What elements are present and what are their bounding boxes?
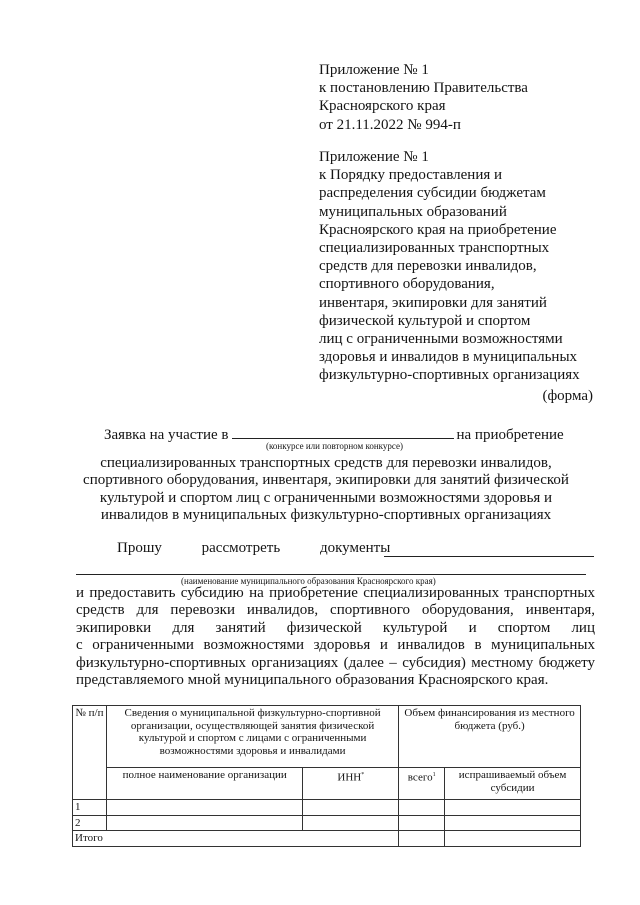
title-suffix: на приобретение <box>456 427 564 443</box>
inn-cell[interactable] <box>303 800 399 816</box>
row-number: 1 <box>73 800 107 816</box>
contest-blank-field[interactable] <box>232 424 454 439</box>
paragraph-line: физкультурно-спортивных организациях (далее – субсидия) местному бюджету <box>76 654 595 671</box>
header-line: к постановлению Правительства <box>319 80 528 97</box>
paragraph-line: с ограниченными возможностями здоровья и инвалидов в муниципальных <box>76 637 595 654</box>
title-line: культурой и спортом лиц с ограниченными возможностями здоровья и <box>99 489 553 506</box>
title-prefix: Заявка на участие в <box>104 427 229 443</box>
requested-cell[interactable] <box>445 815 581 831</box>
col-org-name-header: полное наименование организации <box>106 768 303 800</box>
title-line: специализированных транспортных средств для перевозки инвалидов, <box>100 455 552 471</box>
form-label: (форма) <box>542 388 593 404</box>
table-header-row <box>73 706 581 768</box>
paragraph-line: и предоставить субсидию на приобретение специализированных транспортных <box>76 585 595 601</box>
header-line: здоровья и инвалидов в муниципальных <box>319 349 578 366</box>
organizations-table <box>72 705 581 847</box>
header-line: Приложение № 1 <box>319 149 429 165</box>
paragraph-line: представляемого мной муниципального образования Красноярского края. <box>76 672 549 689</box>
table-subheader-row <box>73 768 581 800</box>
request-paragraph <box>76 585 595 689</box>
total-cell[interactable] <box>399 800 445 816</box>
inn-cell[interactable] <box>303 815 399 831</box>
col-total-header: всего$^1$ <box>399 768 445 800</box>
request-word: рассмотреть <box>201 540 281 556</box>
col-volume-header: Объем финансирования из местного бюджета (руб.) <box>399 706 581 768</box>
col-info-header: Сведения о муниципальной физкультурно-спортивной организации, осуществляющей занятия физической культурой и спортом с лицами с ограниченными возможностями здоровья и инвалидами <box>106 706 398 768</box>
org-name-cell[interactable] <box>106 815 303 831</box>
header-line: физической культурой и спортом <box>319 312 531 329</box>
total-label: Итого <box>73 831 399 847</box>
header-line: средств для перевозки инвалидов, <box>319 258 537 275</box>
total-sum-cell[interactable] <box>399 831 445 847</box>
header-line: инвентаря, экипировки для занятий <box>319 294 547 311</box>
header-line: физкультурно-спортивных организациях <box>319 367 580 384</box>
header-block-2 <box>319 148 580 384</box>
table-row <box>73 800 581 816</box>
requested-sum-cell[interactable] <box>445 831 581 847</box>
col-number-header: № п/п <box>73 706 107 800</box>
municipality-blank-field-2[interactable] <box>76 574 586 575</box>
header-line: от 21.11.2022 № 994-п <box>319 116 461 133</box>
header-line: Приложение № 1 <box>319 62 429 78</box>
header-line: лиц с ограниченными возможностями <box>319 330 563 347</box>
table-total-row <box>73 831 581 847</box>
org-name-cell[interactable] <box>106 800 303 816</box>
title-line: спортивного оборудования, инвентаря, экипировки для занятий физической <box>83 472 569 489</box>
header-line: Красноярского края на приобретение <box>319 221 557 238</box>
header-line: распределения субсидии бюджетам <box>319 185 546 202</box>
municipality-hint: (наименование муниципального образования Красноярского края) <box>181 576 436 586</box>
header-line: муниципальных образований <box>319 203 507 220</box>
header-line: к Порядку предоставления и <box>319 167 503 184</box>
total-cell[interactable] <box>399 815 445 831</box>
title-line: инвалидов в муниципальных физкультурно-спортивных организациях <box>100 507 552 524</box>
footnote-mark: * <box>361 772 365 778</box>
header-line: спортивного оборудования, <box>319 276 495 293</box>
table-row <box>73 815 581 831</box>
row-number: 2 <box>73 815 107 831</box>
title-continuation <box>70 455 582 525</box>
request-word: документы <box>319 540 391 556</box>
footnote-mark: 1 <box>432 772 436 778</box>
header-line: Красноярского края <box>319 98 446 115</box>
col-inn-header: ИНН* <box>303 768 399 800</box>
requested-cell[interactable] <box>445 800 581 816</box>
municipality-blank-field-1[interactable] <box>384 556 594 557</box>
col-requested-header: испрашиваемый объем субсидии <box>445 768 581 800</box>
contest-hint: (конкурсе или повторном конкурсе) <box>266 441 404 451</box>
paragraph-line: средств для перевозки инвалидов, спортивного оборудования, инвентаря, <box>76 602 595 619</box>
request-word: Прошу <box>117 540 162 556</box>
header-line: специализированных транспортных <box>319 239 550 256</box>
header-block-1 <box>319 61 528 134</box>
request-line <box>117 540 390 557</box>
paragraph-line: экипировки для занятий физической культурой и спортом лиц <box>76 619 595 636</box>
